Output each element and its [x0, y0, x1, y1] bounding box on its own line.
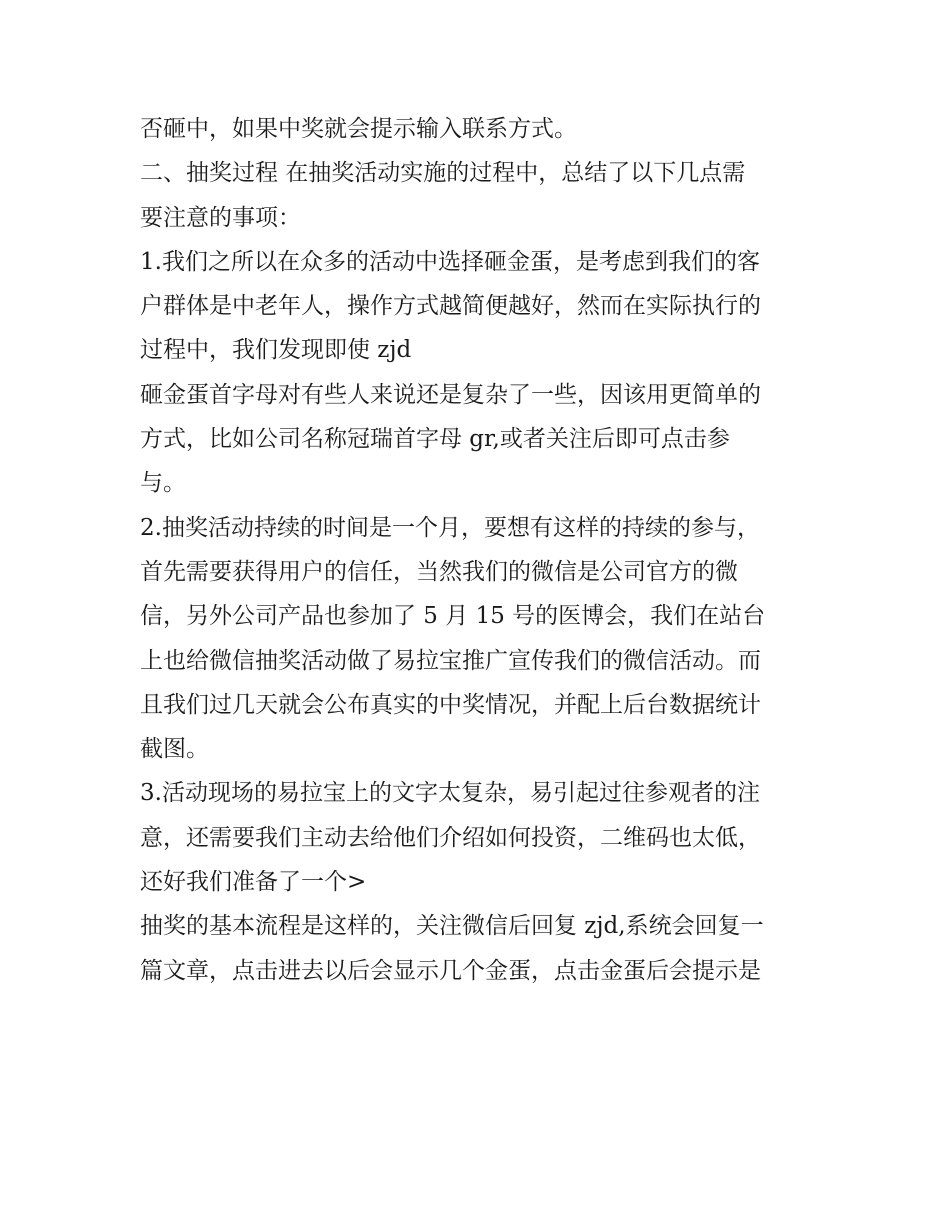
text-line: 方式，比如公司名称冠瑞首字母 gr,或者关注后即可点击参 — [140, 426, 730, 453]
text-line: 截图。 — [140, 736, 209, 763]
text-line: 首先需要获得用户的信任，当然我们的微信是公司官方的微 — [140, 558, 738, 585]
text-line: 要注意的事项： — [140, 204, 301, 231]
text-line: 3.活动现场的易拉宝上的文字太复杂，易引起过往参观者的注 — [140, 780, 760, 807]
text-line: 抽奖的基本流程是这样的，关注微信后回复 zjd,系统会回复一 — [140, 913, 764, 940]
text-line: 还好我们准备了一个> — [140, 869, 367, 896]
text-line: 与。 — [140, 470, 186, 497]
text-line: 户群体是中老年人，操作方式越简便越好，然而在实际执行的 — [140, 293, 761, 320]
text-line: 过程中，我们发现即使 zjd — [140, 337, 412, 364]
text-line: 砸金蛋首字母对有些人来说还是复杂了一些，因该用更简单的 — [140, 381, 761, 408]
text-line: 1.我们之所以在众多的活动中选择砸金蛋，是考虑到我们的客 — [140, 248, 760, 275]
text-line: 否砸中，如果中奖就会提示输入联系方式。 — [140, 116, 577, 142]
text-line: 且我们过几天就会公布真实的中奖情况，并配上后台数据统计 — [140, 691, 761, 718]
text-line: 2.抽奖活动持续的时间是一个月，要想有这样的持续的参与， — [140, 514, 760, 541]
text-line: 上也给微信抽奖活动做了易拉宝推广宣传我们的微信活动。而 — [140, 647, 761, 674]
text-line: 篇文章，点击进去以后会显示几个金蛋，点击金蛋后会提示是 — [140, 957, 761, 984]
document-body — [140, 107, 830, 993]
text-line: 意，还需要我们主动去给他们介绍如何投资，二维码也太低， — [140, 824, 761, 851]
text-line: 二、抽奖过程 在抽奖活动实施的过程中，总结了以下几点需 — [140, 160, 746, 187]
text-line: 信，另外公司产品也参加了 5 月 15 号的医博会，我们在站台 — [140, 603, 766, 630]
